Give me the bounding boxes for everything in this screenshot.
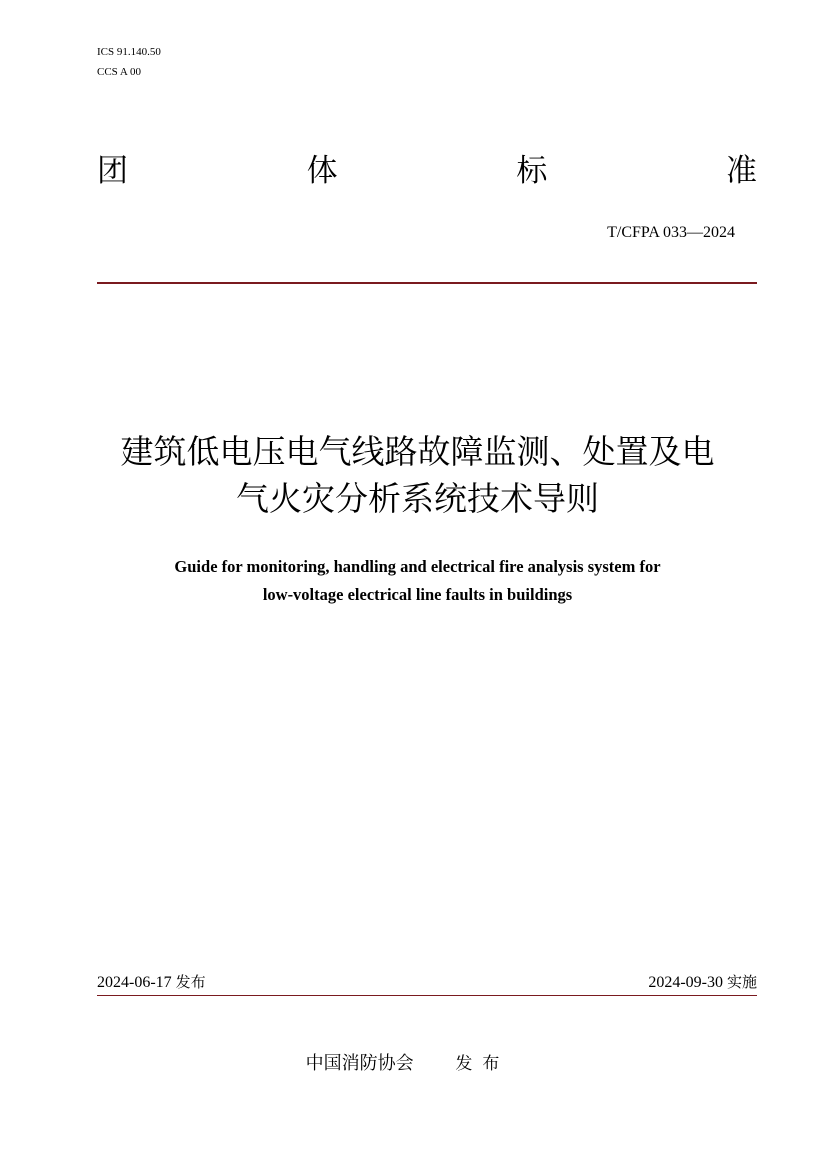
implementation-date-block (648, 971, 757, 994)
implementation-date: 2024-09-30 (648, 974, 723, 991)
classification-codes (97, 42, 161, 82)
implementation-label: 实施 (726, 973, 757, 991)
issue-date-block (97, 971, 206, 994)
publisher-action: 发布 (455, 1054, 510, 1074)
chinese-title-line-2: 气火灾分析系统技术导则 (236, 479, 599, 518)
publisher-line (0, 1051, 815, 1077)
ccs-code: CCS A 00 (97, 66, 142, 78)
bottom-divider (97, 995, 757, 996)
issue-date: 2024-06-17 (97, 974, 172, 991)
standard-type-char: 准 (725, 153, 757, 189)
standard-type-char: 团 (97, 153, 128, 189)
standard-type-char: 标 (516, 153, 548, 189)
top-divider (97, 282, 757, 284)
english-title-line-2: low-voltage electrical line faults in buildings (262, 585, 573, 604)
ics-code: ICS 91.140.50 (97, 46, 161, 58)
issue-label: 发布 (175, 973, 206, 991)
publisher-organization: 中国消防协会 (305, 1053, 414, 1074)
standard-type-char: 体 (306, 153, 338, 189)
chinese-title (60, 428, 775, 522)
chinese-title-line-1: 建筑低电压电气线路故障监测、处置及电 (120, 432, 715, 471)
standard-type-heading (97, 146, 757, 196)
standard-number: T/CFPA 033—2024 (607, 224, 735, 241)
english-title-line-1: Guide for monitoring, handling and electrical fire analysis system for (174, 557, 661, 576)
english-title (60, 553, 775, 609)
